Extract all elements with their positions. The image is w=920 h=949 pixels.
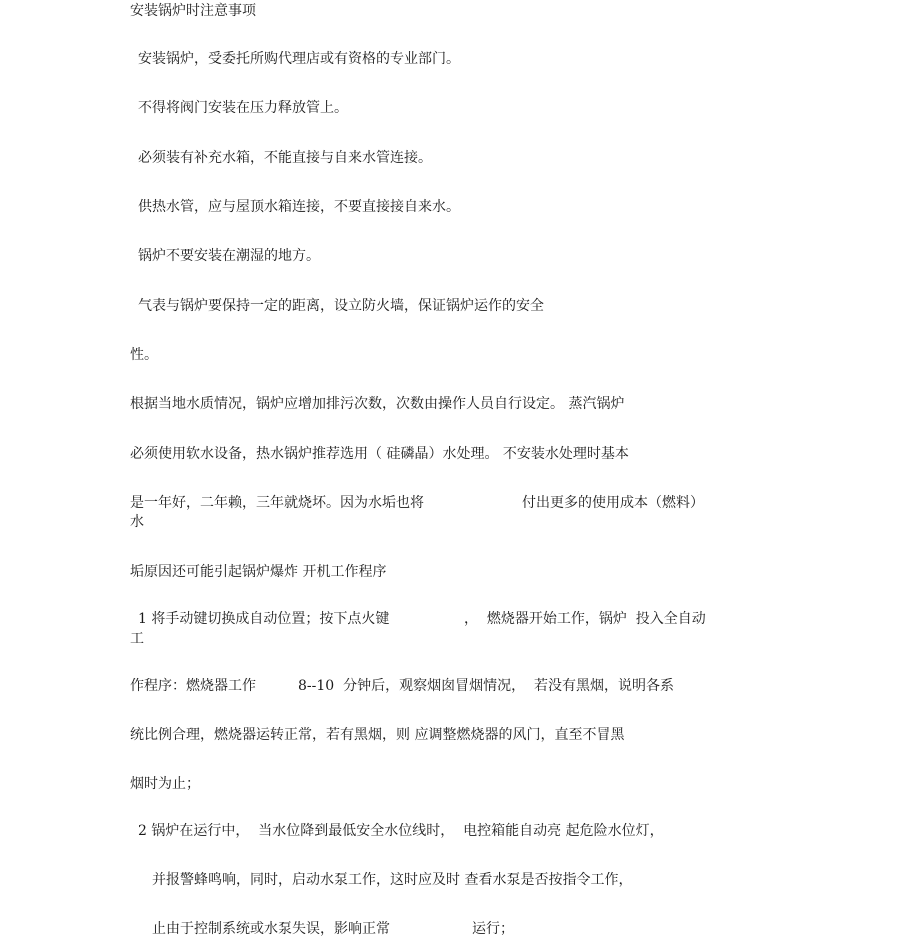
text-line: 付出更多的使用成本（燃料） [522, 495, 704, 511]
text-line: 不得将阀门安装在压力释放管上。 [138, 100, 348, 116]
text-line: 垢原因还可能引起锅炉爆炸 开机工作程序 [130, 564, 387, 580]
text-line: 2 锅炉在运行中， 当水位降到最低安全水位线时， 电控箱能自动亮 起危险水位灯， [138, 823, 664, 839]
text-line: 作程序：燃烧器工作 [130, 678, 256, 694]
text-line: 供热水管，应与屋顶水箱连接，不要直接接自来水。 [138, 199, 460, 215]
text-line: 水 [130, 514, 144, 530]
text-line: 8--10 分钟后，观察烟囱冒烟情况， 若没有黑烟，说明各系 [298, 678, 674, 694]
text-line: 性。 [130, 347, 158, 363]
text-line: 工 [130, 631, 144, 647]
document-title: 安装锅炉时注意事项 [130, 3, 256, 19]
text-line: 安装锅炉，受委托所购代理店或有资格的专业部门。 [138, 51, 460, 67]
text-line: 烟时为止； [130, 776, 200, 792]
text-line: 必须使用软水设备，热水锅炉推荐选用（ 硅磷晶）水处理。 不安装水处理时基本 [130, 446, 629, 462]
text-line: 运行； [472, 921, 514, 937]
text-line: 根据当地水质情况，锅炉应增加排污次数，次数由操作人员自行设定。 蒸汽锅炉 [130, 396, 625, 412]
text-line: 并报警蜂鸣响，同时，启动水泵工作，这时应及时 查看水泵是否按指令工作， [152, 872, 633, 888]
text-line: ， 燃烧器开始工作，锅炉 投入全自动 [464, 611, 706, 627]
text-line: 气表与锅炉要保持一定的距离，设立防火墙，保证锅炉运作的安全 [138, 298, 544, 314]
text-line: 1 将手动键切换成自动位置；按下点火键 [138, 611, 390, 627]
text-line: 必须装有补充水箱，不能直接与自来水管连接。 [138, 150, 432, 166]
text-line: 统比例合理，燃烧器运转正常，若有黑烟，则 应调整燃烧器的风门，直至不冒黑 [130, 727, 625, 743]
text-line: 止由于控制系统或水泵失误，影响正常 [152, 921, 390, 937]
text-line: 是一年好，二年赖，三年就烧坏。因为水垢也将 [130, 495, 424, 511]
text-line: 锅炉不要安装在潮湿的地方。 [138, 248, 320, 264]
